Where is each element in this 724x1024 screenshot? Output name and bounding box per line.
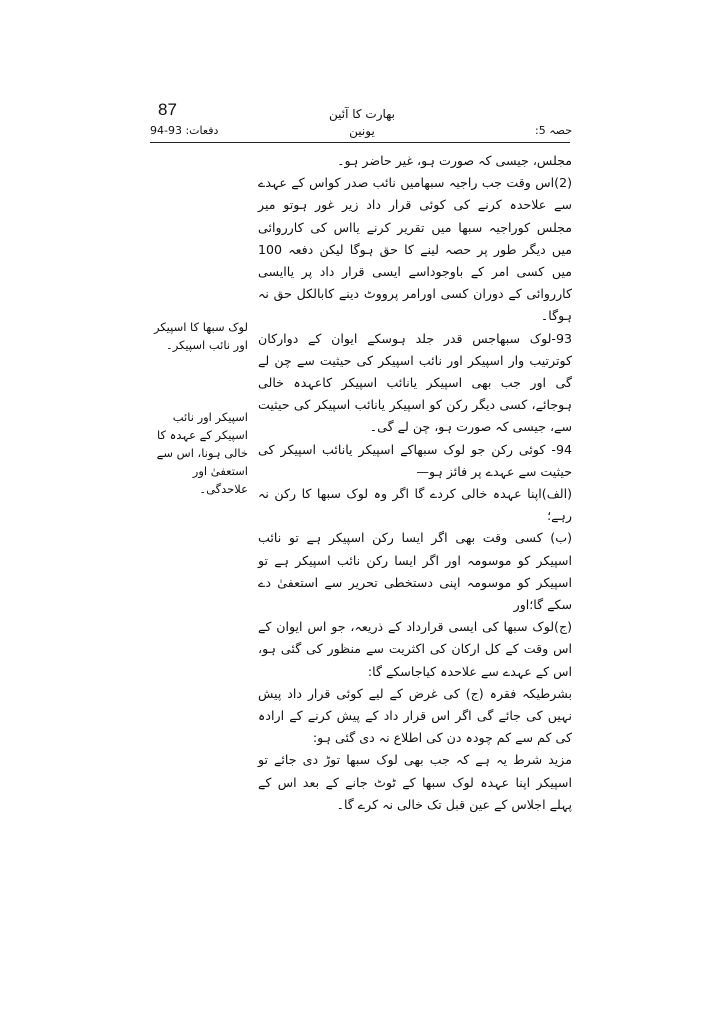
part-label: حصہ 5: (535, 124, 572, 137)
paragraph: 93-لوک سبھاجس قدر جلد ہوسکے ایوان کے دوارکان کوترتیب وار اسپیکر اور نائب اسپیکر کی حیثیت سے چن لے گی اور جب بھی اسپیکر یانائب اسپیکر کاعہدہ خالی ہوجائے، کسی دیگر رکن کو اسپیکر یانائب اسپیکر کی حیثیت سے، جیسی کہ صورت ہو، چن لے گی۔ (258, 330, 572, 435)
paragraph: (الف)اپنا عہدہ خالی کردے گا اگر وہ لوک سبھا کا رکن نہ رہے؛ (258, 486, 572, 524)
paragraph: (ج)لوک سبھا کی ایسی قرارداد کے ذریعہ، جو اس ایوان کے اس وقت کے کل ارکان کی اکثریت سے منظور کی گئی ہو، اس کے عہدے سے علاحدہ کیاجاسکے گا: (258, 619, 572, 679)
marginal-note: لوک سبھا کا اسپیکر اور نائب اسپیکر۔ (153, 320, 248, 352)
paragraph: مجلس، جیسی کہ صورت ہو، غیر حاضر ہو۔ (337, 153, 572, 168)
paragraph: (ب) کسی وقت بھی اگر ایسا رکن اسپیکر ہے تو نائب اسپیکر کو موسومہ اور اگر ایسا رکن نائب اسپیکر ہے تو اسپیکر کو موسومہ اپنی دستخطی تحریر سے استعفیٰ دے سکے گا؛اور (258, 530, 572, 613)
paragraph: 94- کوئی رکن جو لوک سبھاکے اسپیکر یانائب اسپیکر کی حیثیت سے عہدے پر فائز ہو— (258, 441, 572, 479)
page-number: 87 (158, 100, 177, 119)
paragraph: مزید شرط یہ ہے کہ جب بھی لوک سبھا توڑ دی جائے تو اسپیکر اپنا عہدہ لوک سبھا کے ٹوٹ جانے کے بعد اس کے پہلے اجلاس کے عین قبل تک خالی نہ کرے گا۔ (258, 752, 572, 812)
page-subtitle: یونین (349, 124, 375, 138)
main-text (258, 150, 572, 816)
paragraph: بشرطیکہ فقرہ (ج) کی غرض کے لیے کوئی قرار داد پیش نہیں کی جائے گی اگر اس قرار داد کے پیش کرنے کے ارادہ کی کم سے کم چودہ دن کی اطلاع نہ دی گئی ہو: (258, 685, 572, 746)
section-range: دفعات: 93-94 (150, 124, 219, 137)
book-title: بھارت کا آئین (328, 107, 396, 121)
paragraph: (2)اس وقت جب راجیہ سبھامیں نائب صدر کواس کے عہدے سے علاحدہ کرنے کی کوئی قرار داد زیر غور ہوتو میر مجلس کوراجیہ سبھا میں تقریر کرنے یااس کی کارروائی میں دیگر طور پر حصہ لینے کا حق ہوگا لیکن دفعہ 100 میں کسی امر کے باوجوداسے ایسی قرار داد پر یاایسی کارروائی کے دوران کسی اورامر پرووٹ دینے کابالکل حق نہ ہوگا۔ (258, 175, 572, 324)
header-rule (150, 142, 570, 143)
marginal-note: اسپیکر اور نائب اسپیکر کے عہدہ کا خالی ہونا، اس سے استعفیٰ اور علاحدگی۔ (156, 410, 248, 496)
